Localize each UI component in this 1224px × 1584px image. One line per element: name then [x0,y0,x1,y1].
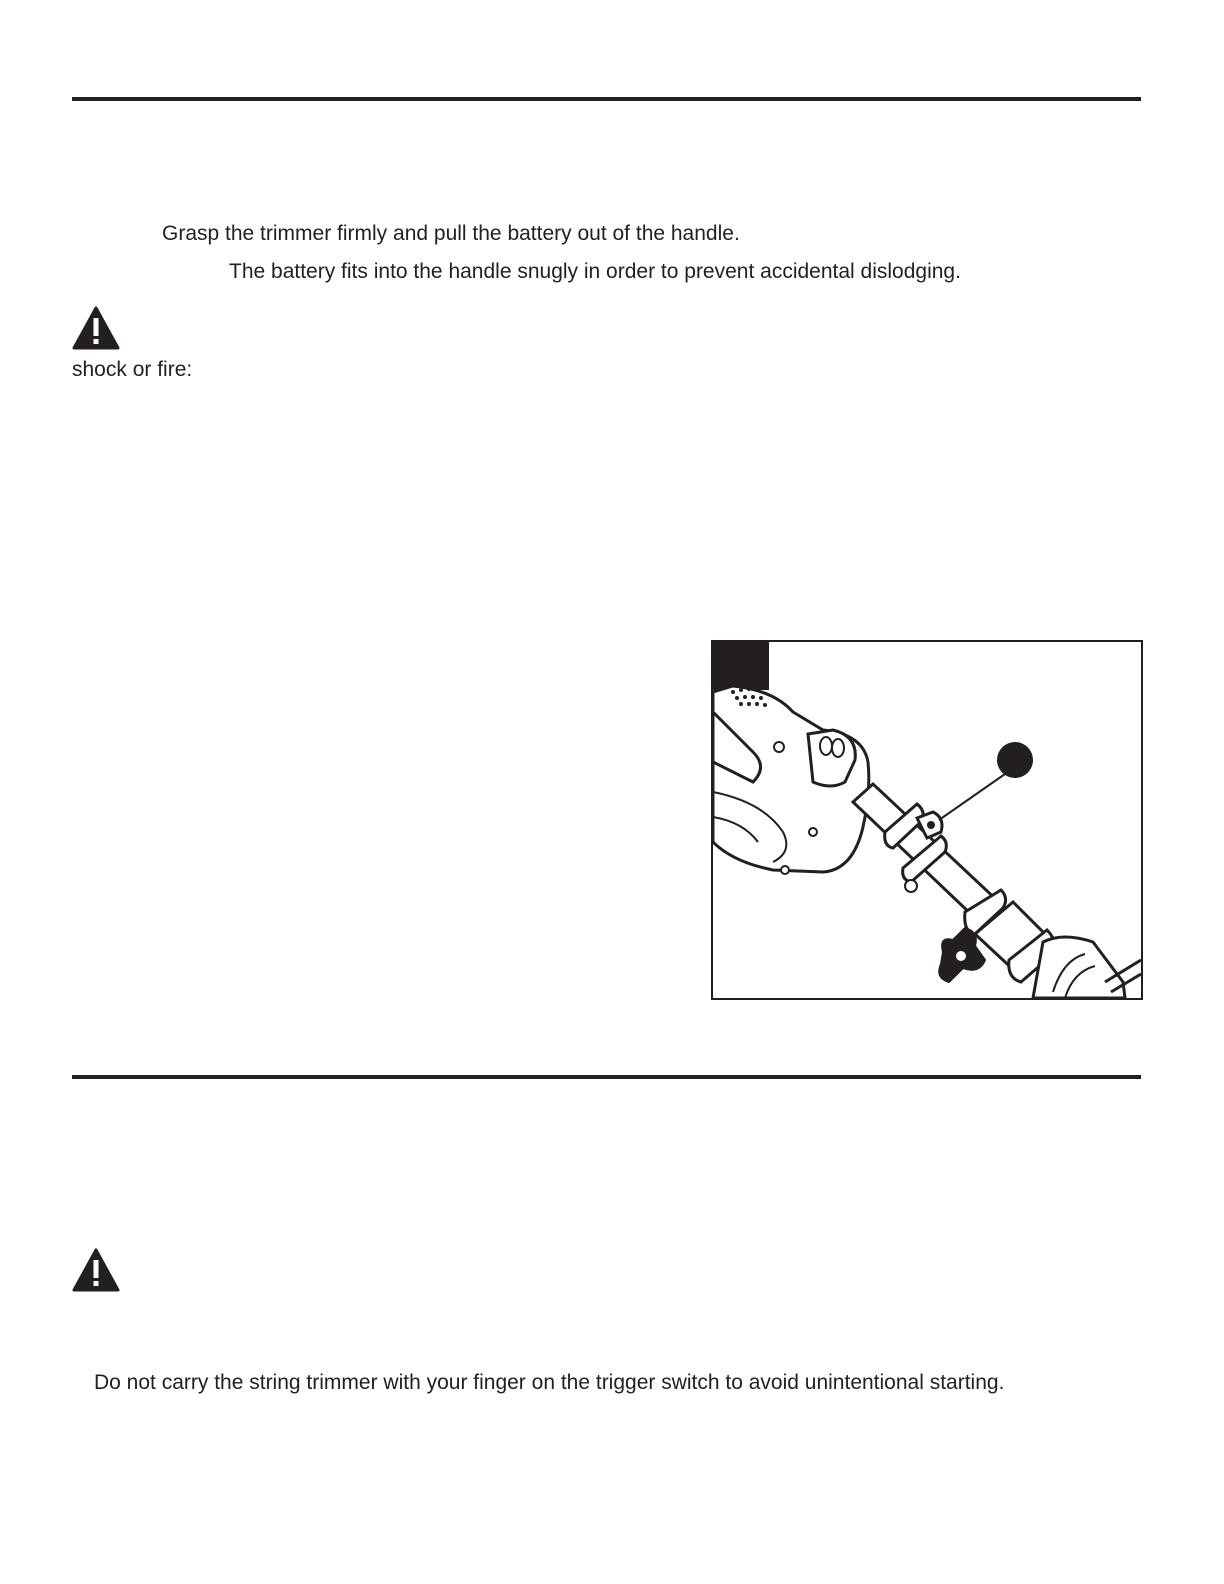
figure-number-block [713,642,769,690]
warning-2-text: Do not carry the string trimmer with your finger on the trigger switch to avoid unintentional starting. [94,1371,1005,1394]
warning-1-text: shock or fire: [72,358,193,381]
callout-marker [997,742,1033,778]
battery-note: The battery fits into the handle snugly in order to prevent accidental dislodging. [229,260,961,283]
warning-triangle-icon [72,306,120,350]
middle-rule [72,1075,1141,1079]
trimmer-shaft-clamp-illustration [713,642,1141,998]
warning-triangle-icon [72,1248,120,1292]
trimmer-figure [711,640,1143,1000]
step-instruction: Grasp the trimmer firmly and pull the battery out of the handle. [162,222,740,245]
top-rule [72,97,1141,101]
